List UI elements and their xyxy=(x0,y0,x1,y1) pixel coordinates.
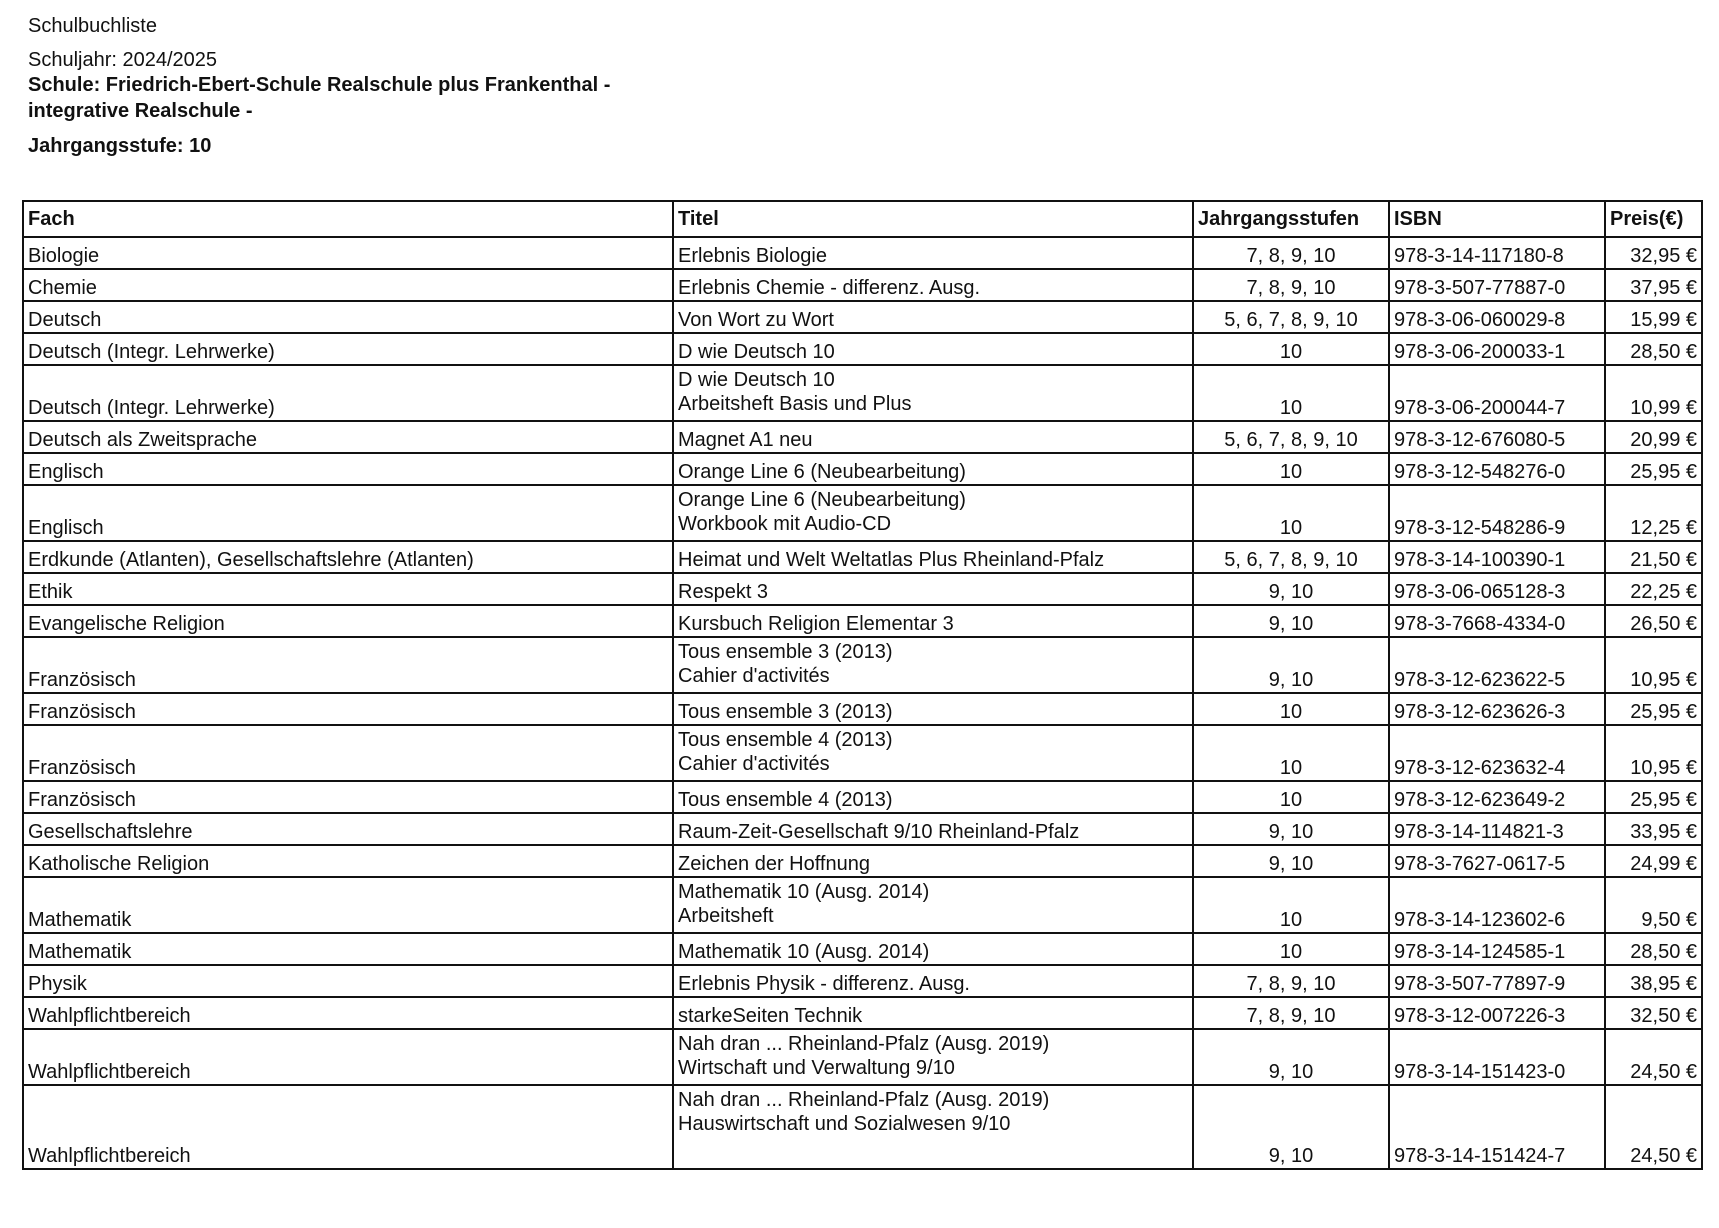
title-line: Mathematik 10 (Ausg. 2014) xyxy=(678,881,930,903)
table-row xyxy=(23,237,1702,269)
levels-cell: 5, 6, 7, 8, 9, 10 xyxy=(1193,421,1389,453)
title-line: Erlebnis Biologie xyxy=(678,245,827,267)
price-cell: 37,95 € xyxy=(1605,269,1702,301)
table-row xyxy=(23,781,1702,813)
title-line: D wie Deutsch 10 xyxy=(678,369,835,391)
isbn-cell: 978-3-12-676080-5 xyxy=(1389,421,1605,453)
title-line: Tous ensemble 4 (2013) xyxy=(678,729,893,751)
title-line: Nah dran ... Rheinland-Pfalz (Ausg. 2019) xyxy=(678,1033,1050,1055)
price-cell: 28,50 € xyxy=(1605,933,1702,965)
isbn-cell: 978-3-507-77887-0 xyxy=(1389,269,1605,301)
levels-cell: 9, 10 xyxy=(1193,637,1389,693)
title-line: Mathematik 10 (Ausg. 2014) xyxy=(678,941,930,963)
price-cell: 20,99 € xyxy=(1605,421,1702,453)
title-cell xyxy=(673,1085,1193,1169)
subject-cell: Mathematik xyxy=(23,933,673,965)
table-body xyxy=(23,237,1702,1169)
subject-cell: Deutsch als Zweitsprache xyxy=(23,421,673,453)
title-line: Zeichen der Hoffnung xyxy=(678,853,870,875)
table-row xyxy=(23,997,1702,1029)
document-header xyxy=(28,14,728,158)
title-line: Tous ensemble 3 (2013) xyxy=(678,701,893,723)
isbn-cell: 978-3-14-151424-7 xyxy=(1389,1085,1605,1169)
grade-level: Jahrgangsstufe: 10 xyxy=(28,135,212,157)
price-cell: 22,25 € xyxy=(1605,573,1702,605)
table-row xyxy=(23,605,1702,637)
price-cell: 12,25 € xyxy=(1605,485,1702,541)
table-row xyxy=(23,637,1702,693)
title-line: Kursbuch Religion Elementar 3 xyxy=(678,613,954,635)
levels-cell: 5, 6, 7, 8, 9, 10 xyxy=(1193,541,1389,573)
price-cell: 10,95 € xyxy=(1605,725,1702,781)
isbn-cell: 978-3-12-623626-3 xyxy=(1389,693,1605,725)
isbn-cell: 978-3-507-77897-9 xyxy=(1389,965,1605,997)
table-row xyxy=(23,269,1702,301)
levels-cell: 7, 8, 9, 10 xyxy=(1193,237,1389,269)
title-cell xyxy=(673,781,1193,813)
title-cell xyxy=(673,573,1193,605)
column-header-title: Titel xyxy=(673,201,1193,237)
title-cell xyxy=(673,421,1193,453)
price-cell: 9,50 € xyxy=(1605,877,1702,933)
table-row xyxy=(23,421,1702,453)
levels-cell: 9, 10 xyxy=(1193,1085,1389,1169)
subject-cell: Wahlpflichtbereich xyxy=(23,1029,673,1085)
price-cell: 21,50 € xyxy=(1605,541,1702,573)
price-cell: 25,95 € xyxy=(1605,453,1702,485)
levels-cell: 10 xyxy=(1193,453,1389,485)
document-title: Schulbuchliste xyxy=(28,15,157,37)
levels-cell: 7, 8, 9, 10 xyxy=(1193,269,1389,301)
title-cell xyxy=(673,485,1193,541)
table-row xyxy=(23,845,1702,877)
price-cell: 24,50 € xyxy=(1605,1029,1702,1085)
school-year: Schuljahr: 2024/2025 xyxy=(28,49,218,71)
title-cell xyxy=(673,637,1193,693)
title-line: starkeSeiten Technik xyxy=(678,1005,863,1027)
price-cell: 26,50 € xyxy=(1605,605,1702,637)
levels-cell: 10 xyxy=(1193,781,1389,813)
title-line: Magnet A1 neu xyxy=(678,429,813,451)
subject-cell: Mathematik xyxy=(23,877,673,933)
table-row xyxy=(23,485,1702,541)
title-cell xyxy=(673,333,1193,365)
title-cell xyxy=(673,237,1193,269)
title-line: Nah dran ... Rheinland-Pfalz (Ausg. 2019) xyxy=(678,1089,1050,1111)
school-name xyxy=(28,72,728,124)
title-cell xyxy=(673,605,1193,637)
subject-cell: Ethik xyxy=(23,573,673,605)
isbn-cell: 978-3-12-623649-2 xyxy=(1389,781,1605,813)
isbn-cell: 978-3-12-007226-3 xyxy=(1389,997,1605,1029)
levels-cell: 9, 10 xyxy=(1193,605,1389,637)
title-cell xyxy=(673,997,1193,1029)
price-cell: 33,95 € xyxy=(1605,813,1702,845)
levels-cell: 10 xyxy=(1193,693,1389,725)
price-cell: 38,95 € xyxy=(1605,965,1702,997)
table-row xyxy=(23,933,1702,965)
title-line: Wirtschaft und Verwaltung 9/10 xyxy=(678,1057,955,1079)
table-row xyxy=(23,365,1702,421)
table-row xyxy=(23,725,1702,781)
table-row xyxy=(23,541,1702,573)
title-line: Von Wort zu Wort xyxy=(678,309,834,331)
price-cell: 15,99 € xyxy=(1605,301,1702,333)
price-cell: 25,95 € xyxy=(1605,781,1702,813)
school-name-line-2: integrative Realschule - xyxy=(28,100,253,122)
title-cell xyxy=(673,541,1193,573)
subject-cell: Französisch xyxy=(23,781,673,813)
isbn-cell: 978-3-7668-4334-0 xyxy=(1389,605,1605,637)
column-header-isbn: ISBN xyxy=(1389,201,1605,237)
title-cell xyxy=(673,813,1193,845)
price-cell: 28,50 € xyxy=(1605,333,1702,365)
table-row xyxy=(23,965,1702,997)
price-cell: 24,50 € xyxy=(1605,1085,1702,1169)
levels-cell: 10 xyxy=(1193,933,1389,965)
price-cell: 24,99 € xyxy=(1605,845,1702,877)
isbn-cell: 978-3-14-151423-0 xyxy=(1389,1029,1605,1085)
isbn-cell: 978-3-06-200033-1 xyxy=(1389,333,1605,365)
title-line: Orange Line 6 (Neubearbeitung) xyxy=(678,489,966,511)
subject-cell: Deutsch (Integr. Lehrwerke) xyxy=(23,333,673,365)
levels-cell: 10 xyxy=(1193,725,1389,781)
title-cell xyxy=(673,877,1193,933)
title-line: Arbeitsheft Basis und Plus xyxy=(678,393,912,415)
isbn-cell: 978-3-14-123602-6 xyxy=(1389,877,1605,933)
table-header-row xyxy=(23,201,1702,237)
title-line: Orange Line 6 (Neubearbeitung) xyxy=(678,461,966,483)
price-cell: 32,95 € xyxy=(1605,237,1702,269)
isbn-cell: 978-3-14-117180-8 xyxy=(1389,237,1605,269)
subject-cell: Physik xyxy=(23,965,673,997)
subject-cell: Katholische Religion xyxy=(23,845,673,877)
levels-cell: 9, 10 xyxy=(1193,813,1389,845)
title-line: Cahier d'activités xyxy=(678,665,830,687)
subject-cell: Evangelische Religion xyxy=(23,605,673,637)
subject-cell: Erdkunde (Atlanten), Gesellschaftslehre (Atlanten) xyxy=(23,541,673,573)
isbn-cell: 978-3-14-114821-3 xyxy=(1389,813,1605,845)
table-row xyxy=(23,877,1702,933)
levels-cell: 10 xyxy=(1193,877,1389,933)
subject-cell: Englisch xyxy=(23,453,673,485)
title-line: Workbook mit Audio-CD xyxy=(678,513,892,535)
table-row xyxy=(23,813,1702,845)
column-header-price: Preis(€) xyxy=(1605,201,1702,237)
subject-cell: Deutsch (Integr. Lehrwerke) xyxy=(23,365,673,421)
levels-cell: 7, 8, 9, 10 xyxy=(1193,965,1389,997)
levels-cell: 10 xyxy=(1193,333,1389,365)
isbn-cell: 978-3-14-124585-1 xyxy=(1389,933,1605,965)
price-cell: 32,50 € xyxy=(1605,997,1702,1029)
subject-cell: Französisch xyxy=(23,637,673,693)
title-line: D wie Deutsch 10 xyxy=(678,341,835,363)
table-row xyxy=(23,573,1702,605)
title-line: Erlebnis Physik - differenz. Ausg. xyxy=(678,973,970,995)
isbn-cell: 978-3-06-060029-8 xyxy=(1389,301,1605,333)
subject-cell: Französisch xyxy=(23,693,673,725)
levels-cell: 9, 10 xyxy=(1193,573,1389,605)
levels-cell: 5, 6, 7, 8, 9, 10 xyxy=(1193,301,1389,333)
price-cell: 10,99 € xyxy=(1605,365,1702,421)
subject-cell: Wahlpflichtbereich xyxy=(23,1085,673,1169)
isbn-cell: 978-3-7627-0617-5 xyxy=(1389,845,1605,877)
levels-cell: 9, 10 xyxy=(1193,1029,1389,1085)
column-header-levels: Jahrgangsstufen xyxy=(1193,201,1389,237)
isbn-cell: 978-3-06-065128-3 xyxy=(1389,573,1605,605)
subject-cell: Wahlpflichtbereich xyxy=(23,997,673,1029)
table-row xyxy=(23,1029,1702,1085)
table-row xyxy=(23,1085,1702,1169)
subject-cell: Englisch xyxy=(23,485,673,541)
subject-cell: Gesellschaftslehre xyxy=(23,813,673,845)
levels-cell: 10 xyxy=(1193,485,1389,541)
title-line: Arbeitsheft xyxy=(678,905,774,927)
levels-cell: 10 xyxy=(1193,365,1389,421)
title-line: Tous ensemble 3 (2013) xyxy=(678,641,893,663)
title-cell xyxy=(673,1029,1193,1085)
title-cell xyxy=(673,365,1193,421)
title-line: Heimat und Welt Weltatlas Plus Rheinland-Pfalz xyxy=(678,549,1105,571)
title-line: Hauswirtschaft und Sozialwesen 9/10 xyxy=(678,1113,1011,1135)
isbn-cell: 978-3-14-100390-1 xyxy=(1389,541,1605,573)
booklist-table xyxy=(22,200,1703,1170)
subject-cell: Chemie xyxy=(23,269,673,301)
subject-cell: Französisch xyxy=(23,725,673,781)
table-row xyxy=(23,333,1702,365)
isbn-cell: 978-3-12-623622-5 xyxy=(1389,637,1605,693)
isbn-cell: 978-3-12-548286-9 xyxy=(1389,485,1605,541)
table-row xyxy=(23,693,1702,725)
title-cell xyxy=(673,933,1193,965)
title-line: Respekt 3 xyxy=(678,581,769,603)
title-cell xyxy=(673,269,1193,301)
table-row xyxy=(23,301,1702,333)
subject-cell: Deutsch xyxy=(23,301,673,333)
levels-cell: 9, 10 xyxy=(1193,845,1389,877)
isbn-cell: 978-3-12-623632-4 xyxy=(1389,725,1605,781)
isbn-cell: 978-3-12-548276-0 xyxy=(1389,453,1605,485)
title-cell xyxy=(673,693,1193,725)
title-cell xyxy=(673,725,1193,781)
title-cell xyxy=(673,965,1193,997)
title-line: Erlebnis Chemie - differenz. Ausg. xyxy=(678,277,981,299)
title-cell xyxy=(673,453,1193,485)
title-cell xyxy=(673,301,1193,333)
title-line: Cahier d'activités xyxy=(678,753,830,775)
title-cell xyxy=(673,845,1193,877)
school-name-line-1: Schule: Friedrich-Ebert-Schule Realschule plus Frankenthal - xyxy=(28,74,611,96)
title-line: Raum-Zeit-Gesellschaft 9/10 Rheinland-Pfalz xyxy=(678,821,1080,843)
title-line: Tous ensemble 4 (2013) xyxy=(678,789,893,811)
subject-cell: Biologie xyxy=(23,237,673,269)
price-cell: 10,95 € xyxy=(1605,637,1702,693)
price-cell: 25,95 € xyxy=(1605,693,1702,725)
table-row xyxy=(23,453,1702,485)
isbn-cell: 978-3-06-200044-7 xyxy=(1389,365,1605,421)
levels-cell: 7, 8, 9, 10 xyxy=(1193,997,1389,1029)
column-header-subject: Fach xyxy=(23,201,673,237)
